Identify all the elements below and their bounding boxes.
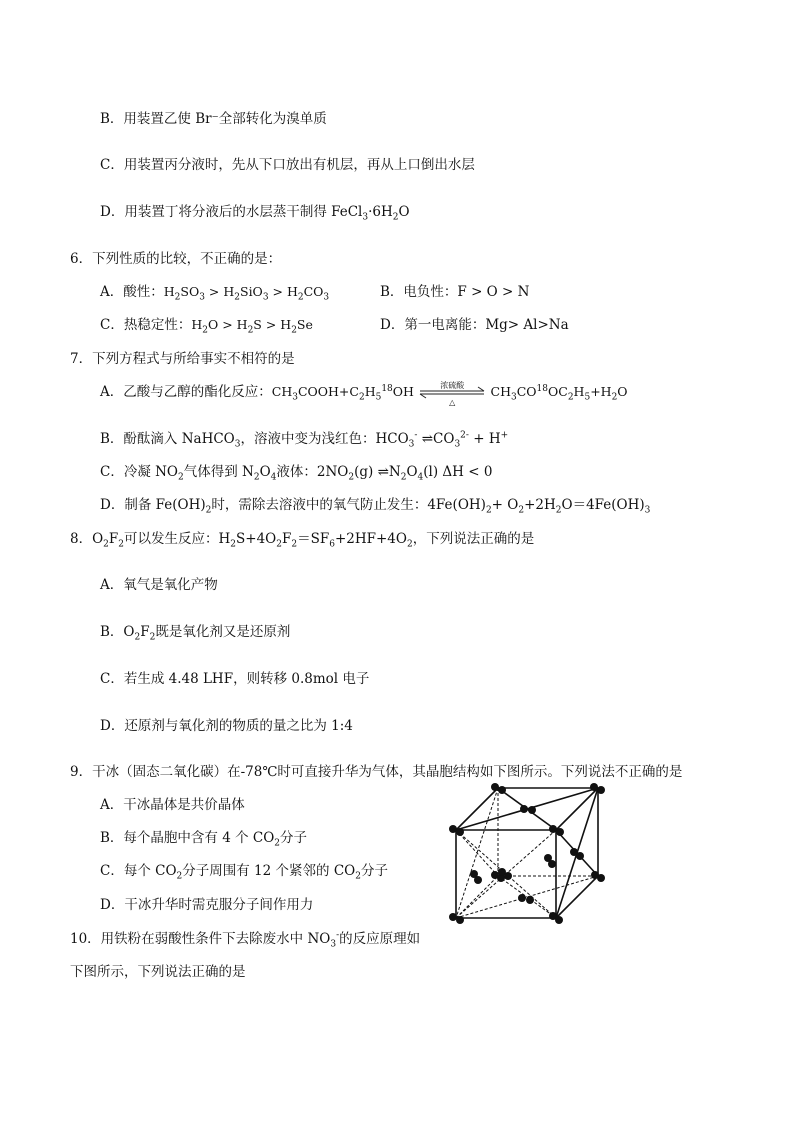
q9-option-b: B．每个晶胞中含有 4 个 $CO_2$分子: [100, 830, 308, 849]
q6-option-a: A．酸性：$H_2SO_3 > H_2SiO_3 > H_2CO_3$: [100, 284, 330, 303]
q6-stem: 6．下列性质的比较，不正确的是：: [70, 251, 282, 267]
q5-option-c: C．用装置丙分液时，先从下口放出有机层，再从上口倒出水层: [100, 157, 475, 173]
q7-option-d: D．制备 $Fe(OH)_2$时，需除去溶液中的氧气防止发生：$4Fe(OH)_2+ O_2+2H_2O=4Fe(OH)_3$: [100, 497, 651, 516]
q8-option-a: A．氧气是氧化产物: [100, 577, 218, 593]
q8-option-b: B．$O_2F_2$既是氧化剂又是还原剂: [100, 624, 291, 643]
q5-option-d: D．用装置丁将分液后的水层蒸干制得 $FeCl_3\cdot 6H_2O$: [100, 204, 410, 223]
q9-option-d: D．干冰升华时需克服分子间作用力: [100, 897, 314, 913]
q9-option-a: A．干冰晶体是共价晶体: [100, 797, 245, 813]
q10-stem-line1: 10．用铁粉在弱酸性条件下去除废水中 $NO_3^-$的反应原理如: [70, 930, 421, 950]
q6-option-c: C．热稳定性：$H_2O > H_2S > H_2Se$: [100, 317, 313, 336]
q7-stem: 7．下列方程式与所给事实不相符的是: [70, 351, 295, 367]
q9-option-c: C．每个 $CO_2$分子周围有 12 个紧邻的 $CO_2$分子: [100, 863, 388, 882]
q6-option-b: B．电负性：F > O > N: [380, 284, 530, 300]
q6-option-d: D．第一电离能：Mg> Al>Na: [380, 317, 569, 333]
q10-stem-line2: 下图所示，下列说法正确的是: [70, 964, 246, 980]
q5-option-b: B．用装置乙使 Br⁻全部转化为溴单质: [100, 111, 327, 127]
q7-option-b: B．酚酞滴入 NaHCO$_3$，溶液中变为浅红色：$HCO_3^-$ $\rightleftharpoons CO_3^{2-} + H^+$: [100, 430, 509, 450]
q9-stem: 9．干冰（固态二氧化碳）在-78℃时可直接升华为气体，其晶胞结构如下图所示。下列说法不正确的是: [70, 764, 683, 780]
reversible-arrow-icon: 浓硫酸 △: [418, 384, 486, 402]
q8-option-c: C．若生成 4.48 LHF，则转移 0.8mol 电子: [100, 671, 370, 687]
q8-option-d: D．还原剂与氧化剂的物质的量之比为 1:4: [100, 718, 353, 734]
q7-option-a: A．乙酸与乙醇的酯化反应：$CH_3COOH+C_2H_5^{18}OH$ 浓硫酸 △ $CH_3CO^{18}OC_2H_5+H_2O$: [100, 380, 628, 407]
dry-ice-unit-cell-diagram: [438, 782, 610, 928]
q7-option-c: C．冷凝 $NO_2$气体得到 $N_2O_4$液体：$2NO_2(g)$ $\rightleftharpoons N_2O_4(l) \Delta H < 0$: [100, 464, 493, 483]
q8-stem: 8．$O_2F_2$可以发生反应：$H_2S+4O_2F_2=SF_6+2HF+4O_2$，下列说法正确的是: [70, 531, 535, 550]
